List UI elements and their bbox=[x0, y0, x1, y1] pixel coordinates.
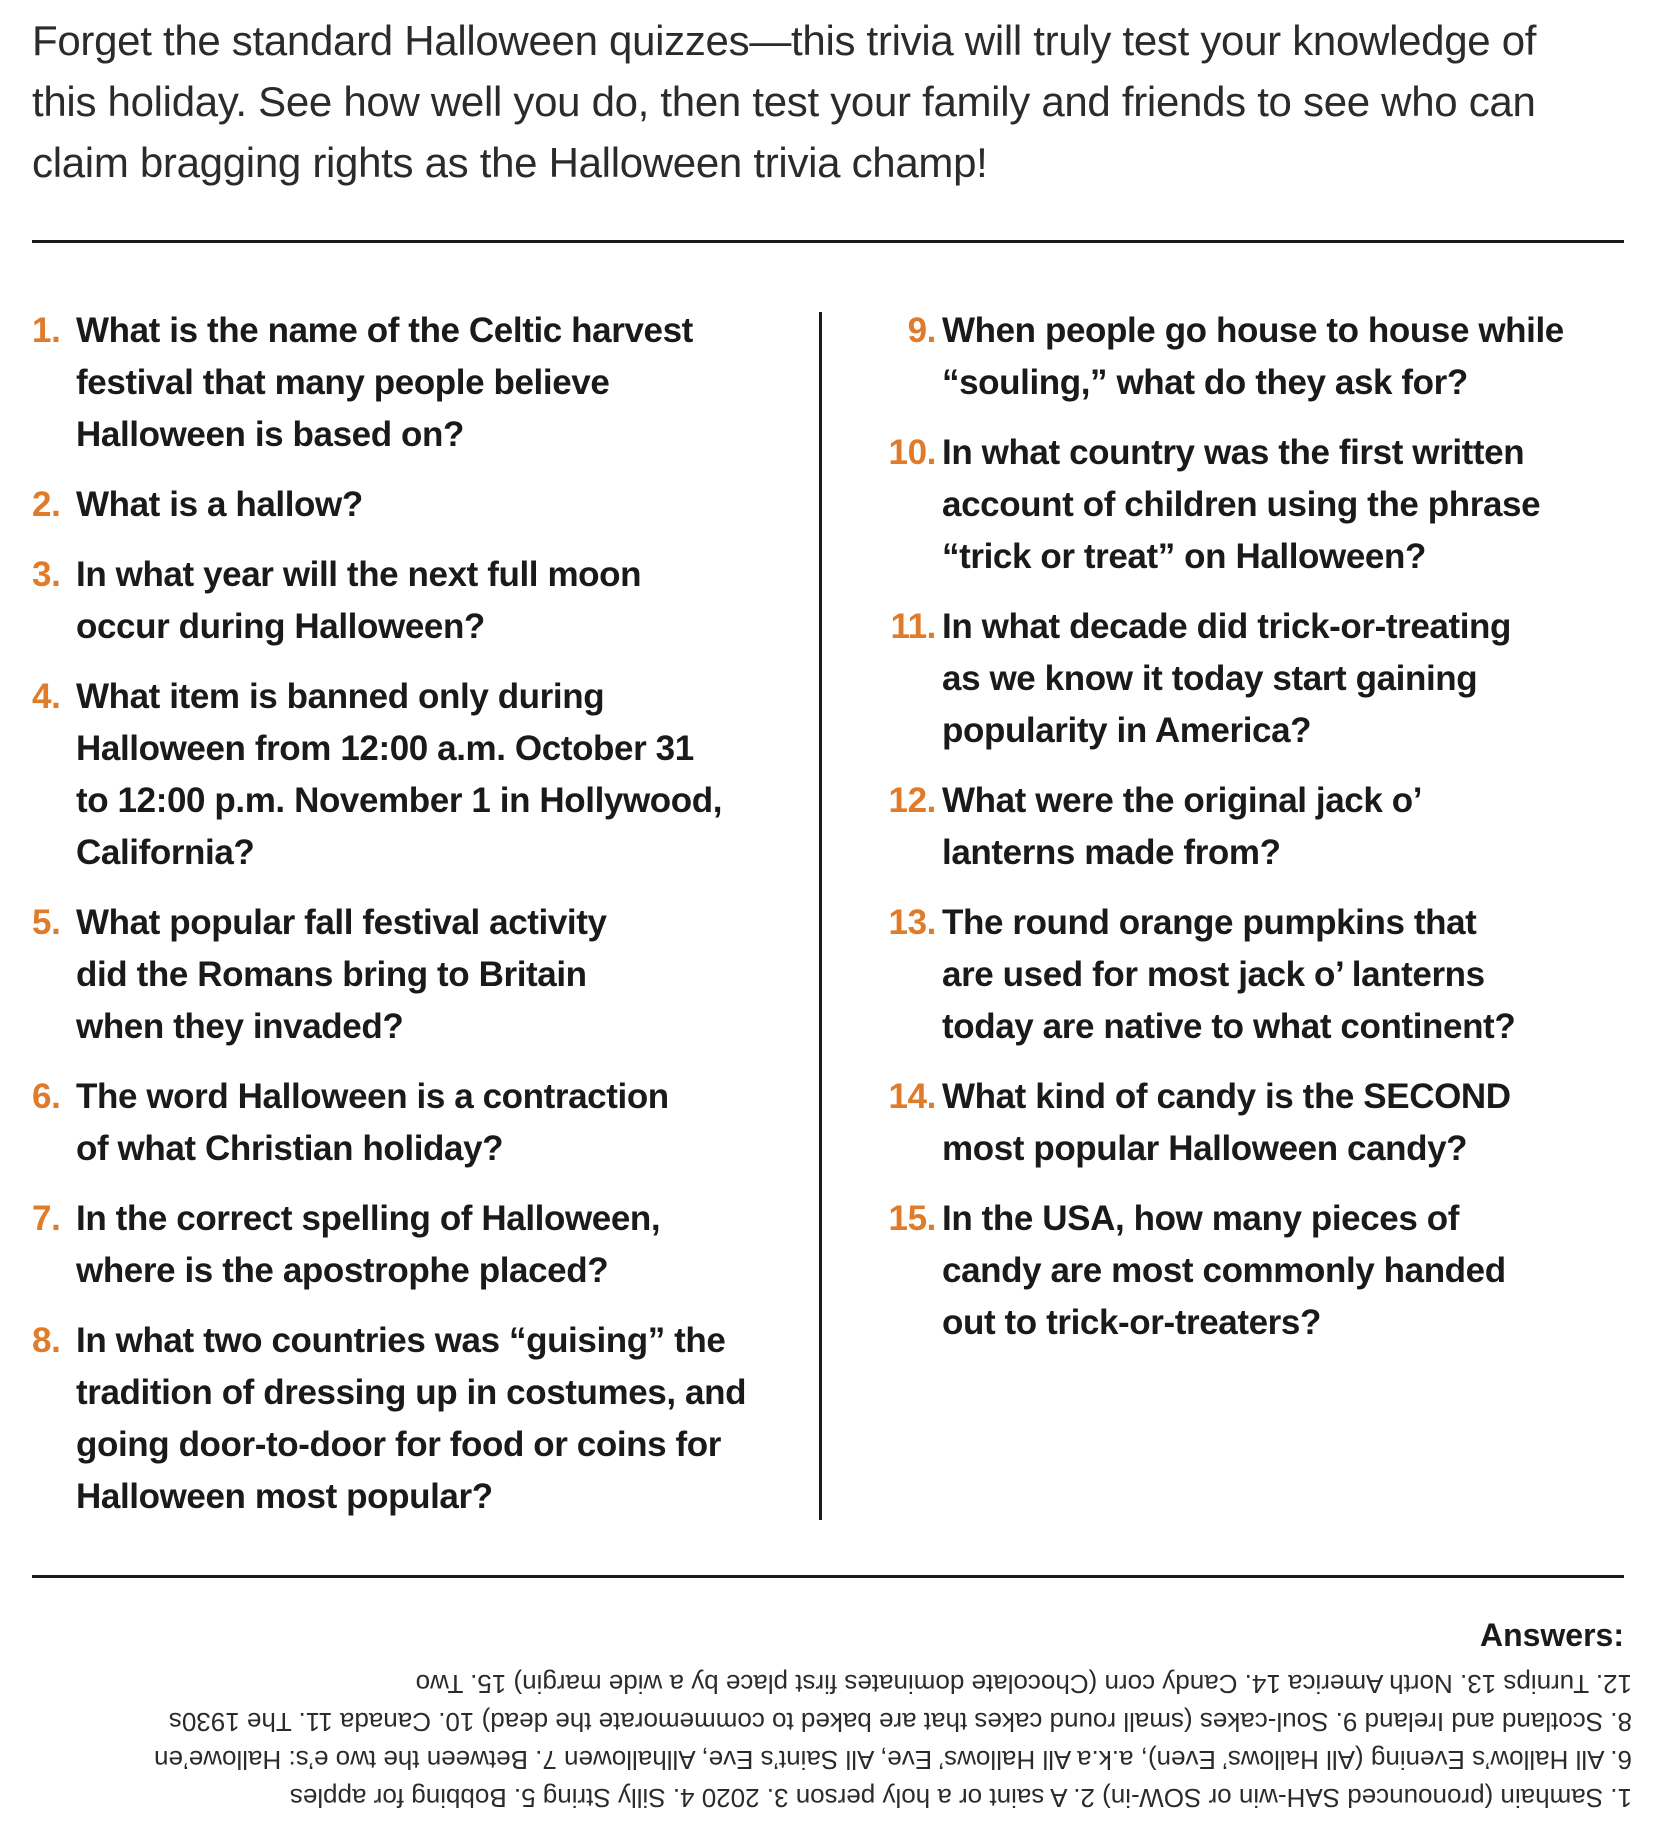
answers-heading: Answers: bbox=[1479, 1617, 1624, 1653]
question-text-line: When people go house to house while bbox=[942, 311, 1564, 350]
intro-paragraph bbox=[32, 10, 1632, 193]
question-number: 9. bbox=[907, 311, 936, 350]
question-item bbox=[870, 1193, 1630, 1349]
question-text-line: The round orange pumpkins that bbox=[942, 903, 1477, 942]
question-item bbox=[32, 1193, 792, 1297]
question-text-line: today are native to what continent? bbox=[942, 1007, 1516, 1046]
question-text-line: festival that many people believe bbox=[76, 363, 610, 402]
question-text-line: “trick or treat” on Halloween? bbox=[942, 537, 1426, 576]
question-text-line: In what year will the next full moon bbox=[76, 555, 642, 594]
question-item bbox=[32, 671, 792, 879]
top-divider bbox=[32, 240, 1624, 243]
question-text-line: most popular Halloween candy? bbox=[942, 1129, 1468, 1168]
question-number: 15. bbox=[888, 1199, 936, 1238]
question-item bbox=[32, 1315, 792, 1523]
question-text-line: What item is banned only during bbox=[76, 677, 605, 716]
answer-line-1: 1. Samhain (pronounced SAH-win or SOW-in) 2. A saint or a holy person 3. 2020 4. Silly String 5. Bobbing for apples bbox=[289, 1783, 1632, 1813]
column-divider bbox=[819, 312, 822, 1520]
question-text-line: lanterns made from? bbox=[942, 833, 1281, 872]
intro-line-2: this holiday. See how well you do, then test your family and friends to see who can bbox=[32, 78, 1536, 125]
question-item bbox=[32, 479, 792, 531]
answer-line-3: 8. Scotland and Ireland 9. Soul-cakes (small round cakes that are baked to commemorate the dead) 10. Canada 11. The 1930s bbox=[168, 1707, 1632, 1737]
question-text-line: What kind of candy is the SECOND bbox=[942, 1077, 1511, 1116]
question-text-line: going door-to-door for food or coins for bbox=[76, 1425, 721, 1464]
question-number: 10. bbox=[888, 433, 936, 472]
questions-left-column bbox=[32, 305, 792, 1541]
question-text-line: are used for most jack o’ lanterns bbox=[942, 955, 1485, 994]
question-text-line: when they invaded? bbox=[76, 1007, 404, 1046]
question-text-line: popularity in America? bbox=[942, 711, 1312, 750]
question-text-line: tradition of dressing up in costumes, and bbox=[76, 1373, 747, 1412]
intro-line-1: Forget the standard Halloween quizzes—this trivia will truly test your knowledge of bbox=[32, 17, 1537, 64]
question-text-line: account of children using the phrase bbox=[942, 485, 1541, 524]
question-text-line: In what country was the first written bbox=[942, 433, 1525, 472]
question-number: 1. bbox=[32, 311, 61, 350]
question-number: 13. bbox=[888, 903, 936, 942]
question-number: 5. bbox=[32, 903, 61, 942]
question-number: 4. bbox=[32, 677, 61, 716]
question-text-line: What popular fall festival activity bbox=[76, 903, 607, 942]
question-text-line: to 12:00 p.m. November 1 in Hollywood, bbox=[76, 781, 723, 820]
question-text-line: “souling,” what do they ask for? bbox=[942, 363, 1468, 402]
question-text-line: In what decade did trick-or-treating bbox=[942, 607, 1512, 646]
question-item bbox=[32, 305, 792, 461]
question-text-line: California? bbox=[76, 833, 255, 872]
question-text-line: Halloween from 12:00 a.m. October 31 bbox=[76, 729, 694, 768]
question-text-line: In what two countries was “guising” the bbox=[76, 1321, 726, 1360]
question-text-line: occur during Halloween? bbox=[76, 607, 485, 646]
question-number: 6. bbox=[32, 1077, 61, 1116]
question-text-line: What is the name of the Celtic harvest bbox=[76, 311, 693, 350]
question-text-line: out to trick-or-treaters? bbox=[942, 1303, 1321, 1342]
question-text-line: where is the apostrophe placed? bbox=[76, 1251, 609, 1290]
answers-upside-down bbox=[32, 1665, 1632, 1817]
question-item bbox=[870, 427, 1630, 583]
intro-line-3: claim bragging rights as the Halloween trivia champ! bbox=[32, 139, 988, 186]
question-item bbox=[870, 775, 1630, 879]
question-item bbox=[870, 897, 1630, 1053]
question-text-line: Halloween most popular? bbox=[76, 1477, 493, 1516]
answer-line-4: 12. Turnips 13. North America 14. Candy corn (Chocolate dominates first place by a wide margin) 15. Two bbox=[415, 1669, 1632, 1699]
question-text-line: candy are most commonly handed bbox=[942, 1251, 1506, 1290]
question-item bbox=[870, 305, 1630, 409]
questions-right-column bbox=[870, 305, 1630, 1367]
question-item bbox=[32, 549, 792, 653]
question-item bbox=[870, 1071, 1630, 1175]
question-item bbox=[870, 601, 1630, 757]
question-text-line: as we know it today start gaining bbox=[942, 659, 1478, 698]
bottom-divider bbox=[32, 1575, 1624, 1578]
question-number: 11. bbox=[890, 607, 936, 646]
answer-line-2: 6. All Hallow’s Evening (All Hallows’ Even), a.k.a All Hallows’ Eve, All Saint’s Eve, Allhallowen 7. Between the two e’s: Hallowe’en bbox=[154, 1745, 1632, 1775]
question-number: 7. bbox=[32, 1199, 61, 1238]
question-number: 14. bbox=[888, 1077, 936, 1116]
question-item bbox=[32, 1071, 792, 1175]
question-number: 3. bbox=[32, 555, 61, 594]
question-text-line: The word Halloween is a contraction bbox=[76, 1077, 669, 1116]
question-text-line: Halloween is based on? bbox=[76, 415, 464, 454]
question-text-line: did the Romans bring to Britain bbox=[76, 955, 587, 994]
question-text-line: In the USA, how many pieces of bbox=[942, 1199, 1459, 1238]
question-text-line: of what Christian holiday? bbox=[76, 1129, 504, 1168]
question-number: 12. bbox=[888, 781, 936, 820]
question-text-line: In the correct spelling of Halloween, bbox=[76, 1199, 661, 1238]
question-text-line: What were the original jack o’ bbox=[942, 781, 1423, 820]
question-number: 8. bbox=[32, 1321, 61, 1360]
question-number: 2. bbox=[32, 485, 61, 524]
question-item bbox=[32, 897, 792, 1053]
question-text-line: What is a hallow? bbox=[76, 485, 363, 524]
